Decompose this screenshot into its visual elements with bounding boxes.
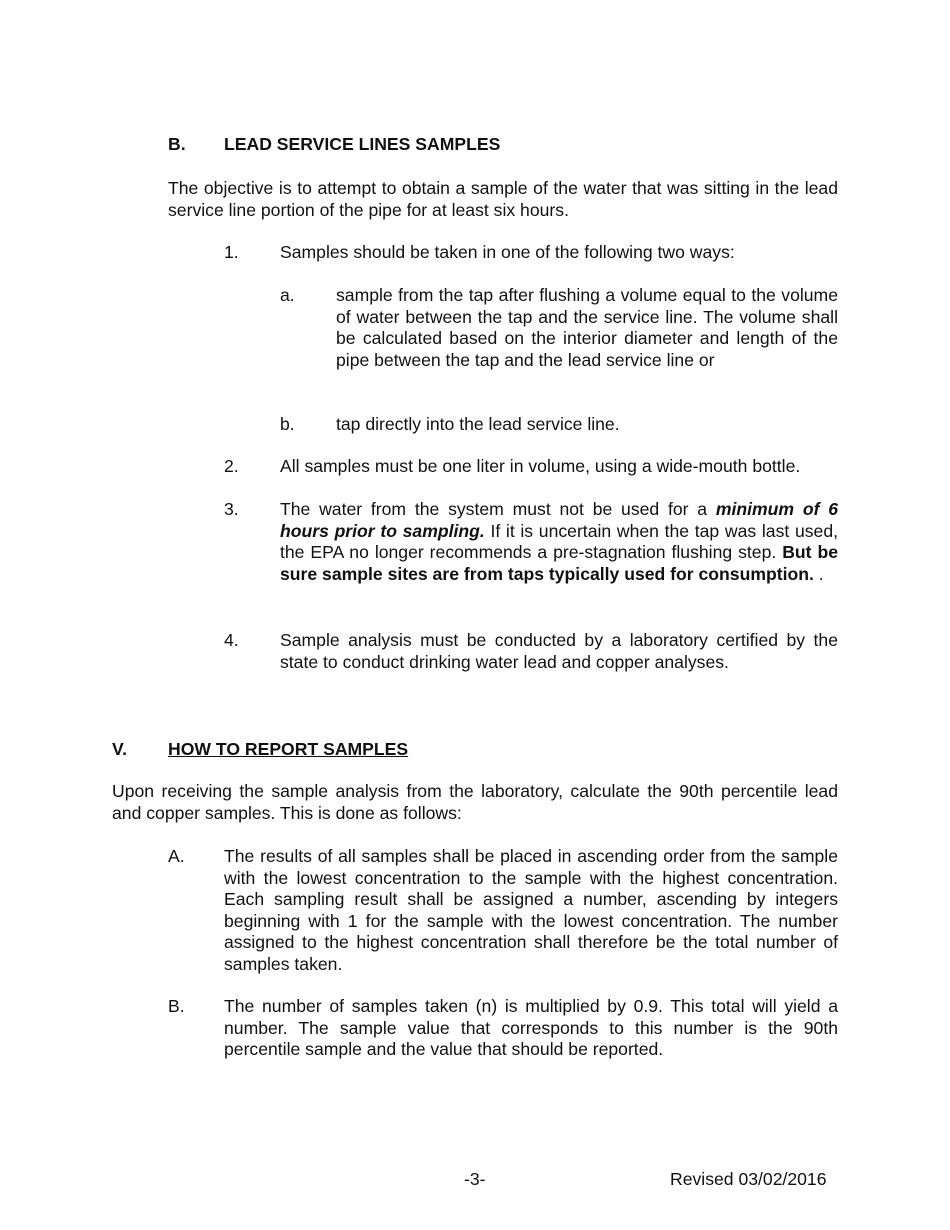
- section-v-title: HOW TO REPORT SAMPLES: [168, 739, 409, 759]
- item-a-letter: A.: [168, 846, 185, 866]
- section-v-intro: Upon receiving the sample analysis from the laboratory, calculate the 90th percentile lead and copper samples. This is done as follows:: [112, 781, 838, 823]
- section-b-intro: The objective is to attempt to obtain a sample of the water that was sitting in the lead service line portion of the pipe for at least six hours.: [168, 178, 838, 220]
- item-1-number: 1.: [224, 242, 239, 262]
- section-v-numeral: V.: [112, 739, 128, 759]
- item-4-text: Sample analysis must be conducted by a laboratory certified by the state to conduct drinking water lead and copper analyses.: [280, 630, 838, 672]
- item-3-emphasis-minimum-hours: minimum of 6 hours prior to sampling.: [280, 499, 839, 541]
- item-2-number: 2.: [224, 456, 239, 476]
- item-3-number: 3.: [224, 499, 239, 519]
- item-4-number: 4.: [224, 630, 239, 650]
- item-3-emphasis-sample-sites: But be sure sample sites are from taps typically used for consumption.: [280, 542, 839, 584]
- subitem-b-text: tap directly into the lead service line.: [336, 414, 620, 434]
- item-3-text-part-1: The water from the system must not be used for a: [280, 499, 716, 519]
- item-3-text: [280, 499, 838, 585]
- section-b-letter: B.: [168, 134, 186, 154]
- item-3-text-part-3: If it is uncertain when the tap was last used, the EPA no longer recommends a pre-stagnation flushing step.: [280, 520, 838, 562]
- item-b-letter: B.: [168, 996, 185, 1016]
- subitem-b-letter: b.: [280, 414, 295, 434]
- item-3-text-part-5: .: [813, 563, 824, 584]
- subitem-a-letter: a.: [280, 285, 295, 305]
- item-a-text: The results of all samples shall be placed in ascending order from the sample with the lowest concentration to the sample with the highest concentration. Each sampling result shall be assigned a number, ascending by integers beginning with 1 for the sample with the lowest concentration. The number assigned to the highest concentration shall therefore be the total number of samples taken.: [224, 846, 838, 974]
- item-b-text: The number of samples taken (n) is multiplied by 0.9. This total will yield a number. The sample value that corresponds to this number is the 90th percentile sample and the value that should be reported.: [224, 996, 838, 1059]
- revised-date: Revised 03/02/2016: [670, 1169, 827, 1189]
- section-b-title: LEAD SERVICE LINES SAMPLES: [224, 134, 501, 154]
- item-1-text: Samples should be taken in one of the following two ways:: [280, 242, 735, 262]
- subitem-a-text: sample from the tap after flushing a volume equal to the volume of water between the tap and the service line. The volume shall be calculated based on the interior diameter and length of the pipe between the tap and the lead service line or: [336, 285, 838, 370]
- item-2-text: All samples must be one liter in volume, using a wide-mouth bottle.: [280, 456, 801, 476]
- page-number: -3-: [464, 1169, 486, 1189]
